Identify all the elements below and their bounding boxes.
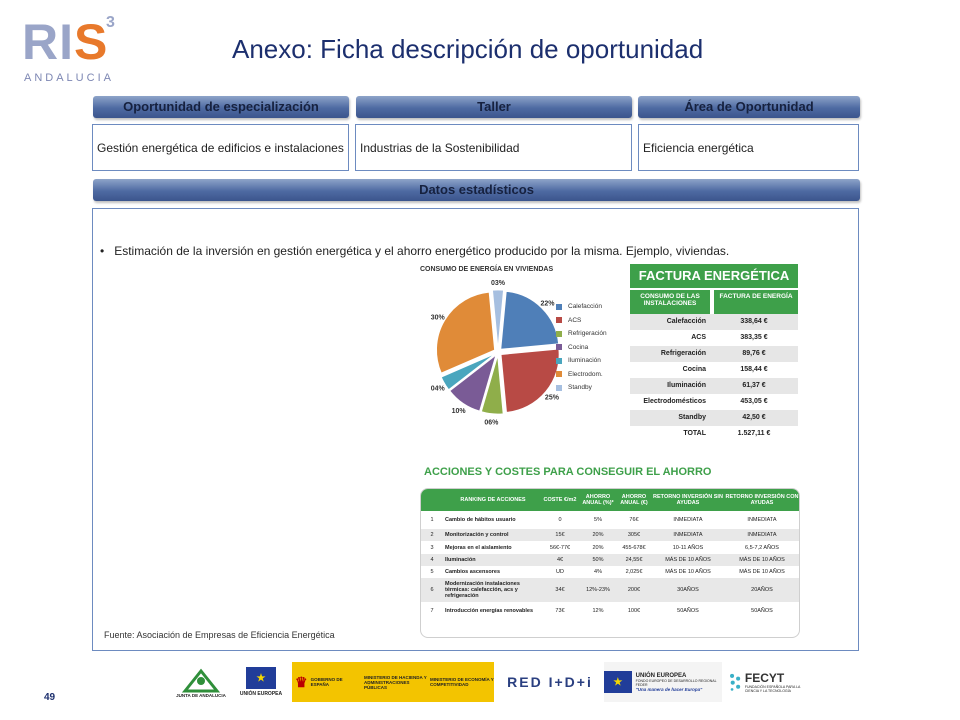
- legend-item: [556, 354, 607, 368]
- acciones-cell: 20AÑOS: [751, 587, 773, 593]
- acciones-cell: 76€: [629, 517, 639, 523]
- legend-item: [556, 381, 607, 395]
- header-area: Área de Oportunidad: [638, 96, 860, 118]
- pie-label: 06%: [484, 419, 499, 427]
- acciones-cell: 34€: [555, 587, 565, 593]
- factura-value: 61,37 €: [742, 382, 766, 389]
- fecyt-logo: FECYT FUNDACIÓN ESPAÑOLA PARA LA CIENCIA Y LA TECNOLOGÍA: [728, 662, 814, 702]
- legend-swatch: [556, 304, 562, 310]
- factura-value: 42,50 €: [742, 414, 766, 421]
- acciones-cell: 100€: [627, 608, 641, 614]
- pie-title: CONSUMO DE ENERGÍA EN VIVIENDAS: [420, 266, 554, 273]
- acciones-row: [421, 529, 799, 541]
- acciones-cell: 50AÑOS: [677, 608, 699, 614]
- junta-logo: JUNTA DE ANDALUCIA: [172, 662, 230, 702]
- escudo-icon: ♛: [295, 673, 308, 690]
- legend-swatch: [556, 331, 562, 337]
- acciones-header-cell: RETORNO INVERSIÓN SIN AYUDAS: [653, 494, 723, 506]
- bullet-text: • Estimación de la inversión en gestión energética y el ahorro energético producido por la misma. Ejemplo, viviendas.: [100, 244, 730, 258]
- acciones-cell: 50AÑOS: [751, 608, 773, 614]
- factura-label: Electrodomésticos: [643, 398, 706, 405]
- factura-label: Cocina: [682, 366, 706, 373]
- feder-logo: ★ UNIÓN EUROPEA FONDO EUROPEO DE DESARROLLO REGIONAL FEDER "Una manera de hacer Europa": [604, 662, 722, 702]
- legend-label: Electrodom.: [568, 370, 603, 378]
- acciones-cell: Modernización instalaciones térmicas: calefacción, acs y refrigeración: [445, 581, 520, 599]
- factura-row: [630, 426, 798, 442]
- factura-value: 89,76 €: [742, 350, 766, 357]
- legend-swatch: [556, 358, 562, 364]
- acciones-header-cell: AHORRO ANUAL (€): [620, 494, 648, 506]
- acciones-cell: MÁS DE 10 AÑOS: [665, 557, 711, 563]
- pie-label: 10%: [451, 407, 466, 415]
- acciones-cell: 5: [430, 569, 434, 575]
- header-oportunidad: Oportunidad de especialización: [93, 96, 349, 118]
- eu-flag-icon: ★: [604, 671, 632, 693]
- acciones-cell: 15€: [555, 532, 565, 538]
- legend-label: Refrigeración: [568, 330, 607, 338]
- acciones-cell: INMEDIATA: [747, 532, 777, 538]
- legend-label: ACS: [568, 316, 582, 324]
- acciones-cell: 4%: [594, 569, 602, 575]
- source-note: Fuente: Asociación de Empresas de Eficiencia Energética: [104, 630, 335, 640]
- acciones-title: ACCIONES Y COSTES PARA CONSEGUIR EL AHORRO: [424, 466, 712, 478]
- factura-col2: FACTURA DE ENERGÍA: [714, 290, 798, 314]
- ministerio-hacienda: MINISTERIO DE HACIENDA Y ADMINISTRACIONES PÚBLICAS: [362, 662, 428, 702]
- acciones-cell: 1: [430, 517, 434, 523]
- eu-flag-icon: ★: [246, 667, 276, 689]
- acciones-cell: 305€: [627, 532, 641, 538]
- factura-label: TOTAL: [683, 430, 706, 437]
- acciones-cell: 3: [430, 544, 434, 551]
- legend-item: [556, 341, 607, 355]
- acciones-cell: UD: [556, 569, 564, 575]
- box-oportunidad: Gestión energética de edificios e instalaciones: [92, 124, 349, 171]
- legend-label: Standby: [568, 384, 592, 392]
- header-taller: Taller: [356, 96, 632, 118]
- box-area: Eficiencia energética: [638, 124, 859, 171]
- factura-row: [630, 410, 798, 426]
- acciones-cell: INMEDIATA: [747, 517, 777, 523]
- acciones-cell: 2: [430, 532, 434, 538]
- acciones-header-cell: RETORNO INVERSIÓN CON AYUDAS: [725, 494, 799, 506]
- acciones-cell: 2,025€: [625, 569, 643, 575]
- pie-label: 25%: [544, 394, 559, 402]
- pie-label: 22%: [540, 300, 555, 308]
- acciones-cell: 6,5-7,2 AÑOS: [745, 544, 779, 551]
- acciones-cell: 4: [430, 557, 434, 563]
- factura-row: [630, 378, 798, 394]
- header-datos: Datos estadísticos: [93, 179, 860, 201]
- factura-label: ACS: [691, 334, 706, 341]
- legend-label: Cocina: [568, 343, 589, 351]
- acciones-row: [421, 541, 799, 554]
- acciones-cell: MÁS DE 10 AÑOS: [739, 557, 785, 563]
- factura-value: 338,64 €: [740, 318, 768, 325]
- legend-item: [556, 300, 607, 314]
- acciones-cell: 50%: [592, 557, 604, 563]
- factura-title: FACTURA ENERGÉTICA: [630, 264, 798, 288]
- acciones-cell: 7: [430, 608, 434, 614]
- acciones-header-cell: RANKING DE ACCIONES: [460, 497, 526, 503]
- factura-table: [630, 264, 798, 442]
- ris3-logo: RIS 3 ANDALUCIA: [22, 14, 115, 84]
- acciones-row: [421, 602, 799, 620]
- factura-label: Standby: [678, 414, 706, 421]
- acciones-cell: Iluminación: [445, 557, 476, 563]
- factura-label: Iluminación: [667, 382, 706, 389]
- acciones-cell: 10-11 AÑOS: [672, 544, 704, 551]
- factura-value: 453,05 €: [740, 398, 768, 405]
- factura-value: 1.527,11 €: [737, 430, 771, 437]
- page-number: 49: [44, 692, 56, 703]
- acciones-cell: 56€-77€: [549, 544, 571, 551]
- legend-swatch: [556, 344, 562, 350]
- legend-swatch: [556, 371, 562, 377]
- legend-swatch: [556, 317, 562, 323]
- gobierno-logo: ♛ GOBIERNO DE ESPAÑA: [292, 662, 362, 702]
- acciones-header-cell: COSTE €/m2: [543, 497, 577, 503]
- red-idi-logo: RED I+D+i: [507, 674, 593, 690]
- factura-label: Calefacción: [666, 318, 706, 325]
- acciones-cell: 200€: [627, 587, 641, 593]
- acciones-cell: 12%-23%: [586, 587, 610, 593]
- acciones-cell: Cambio de hábitos usuario: [445, 517, 516, 523]
- factura-value: 383,35 €: [740, 334, 768, 341]
- factura-row: [630, 394, 798, 410]
- acciones-row: [421, 566, 799, 578]
- acciones-cell: Introducción energías renovables: [445, 608, 534, 614]
- factura-col1: CONSUMO DE LAS INSTALACIONES: [630, 290, 710, 314]
- acciones-cell: Mejoras en el aislamiento: [445, 544, 512, 551]
- ministerio-economia: MINISTERIO DE ECONOMÍA Y COMPETITIVIDAD: [428, 662, 494, 702]
- acciones-cell: 24,55€: [625, 557, 643, 563]
- ue-logo: ★ UNIÓN EUROPEA: [232, 662, 290, 702]
- pie-label: 03%: [490, 280, 506, 287]
- pie-legend: [556, 300, 607, 395]
- fecyt-icon: [728, 667, 743, 697]
- pie-label: 30%: [430, 314, 445, 322]
- acciones-row: [421, 554, 799, 566]
- acciones-cell: 20%: [592, 544, 604, 551]
- acciones-cell: 4€: [556, 557, 564, 563]
- acciones-cell: 73€: [555, 608, 565, 614]
- acciones-table: [420, 488, 800, 638]
- acciones-cell: 6: [430, 587, 434, 593]
- acciones-cell: INMEDIATA: [673, 517, 703, 523]
- legend-item: [556, 368, 607, 382]
- factura-row: [630, 314, 798, 330]
- acciones-cell: 0: [558, 517, 562, 523]
- acciones-cell: INMEDIATA: [673, 532, 703, 538]
- factura-row: [630, 330, 798, 346]
- acciones-cell: 5%: [594, 517, 602, 523]
- acciones-cell: MÁS DE 10 AÑOS: [739, 569, 785, 575]
- legend-swatch: [556, 385, 562, 391]
- acciones-cell: 20%: [592, 532, 604, 538]
- acciones-cell: Monitorización y control: [445, 532, 509, 538]
- pie-label: 04%: [430, 385, 445, 393]
- acciones-cell: 30AÑOS: [677, 587, 699, 593]
- pie-slice-acs: [501, 349, 559, 412]
- page-title: Anexo: Ficha descripción de oportunidad: [232, 34, 704, 64]
- acciones-cell: 455-678€: [622, 544, 646, 551]
- legend-item: [556, 327, 607, 341]
- legend-item: [556, 314, 607, 328]
- acciones-row: [421, 511, 799, 529]
- acciones-cell: 12%: [592, 608, 604, 614]
- acciones-cell: Cambios ascensores: [445, 569, 501, 575]
- legend-label: Calefacción: [568, 303, 602, 311]
- factura-value: 158,44 €: [740, 366, 768, 373]
- factura-row: [630, 346, 798, 362]
- legend-label: Iluminación: [568, 357, 601, 365]
- acciones-cell: MÁS DE 10 AÑOS: [665, 569, 711, 575]
- factura-label: Refrigeración: [660, 350, 706, 357]
- box-taller: Industrias de la Sostenibilidad: [355, 124, 632, 171]
- acciones-header-cell: AHORRO ANUAL (%)*: [582, 494, 614, 506]
- factura-row: [630, 362, 798, 378]
- acciones-row: [421, 578, 799, 602]
